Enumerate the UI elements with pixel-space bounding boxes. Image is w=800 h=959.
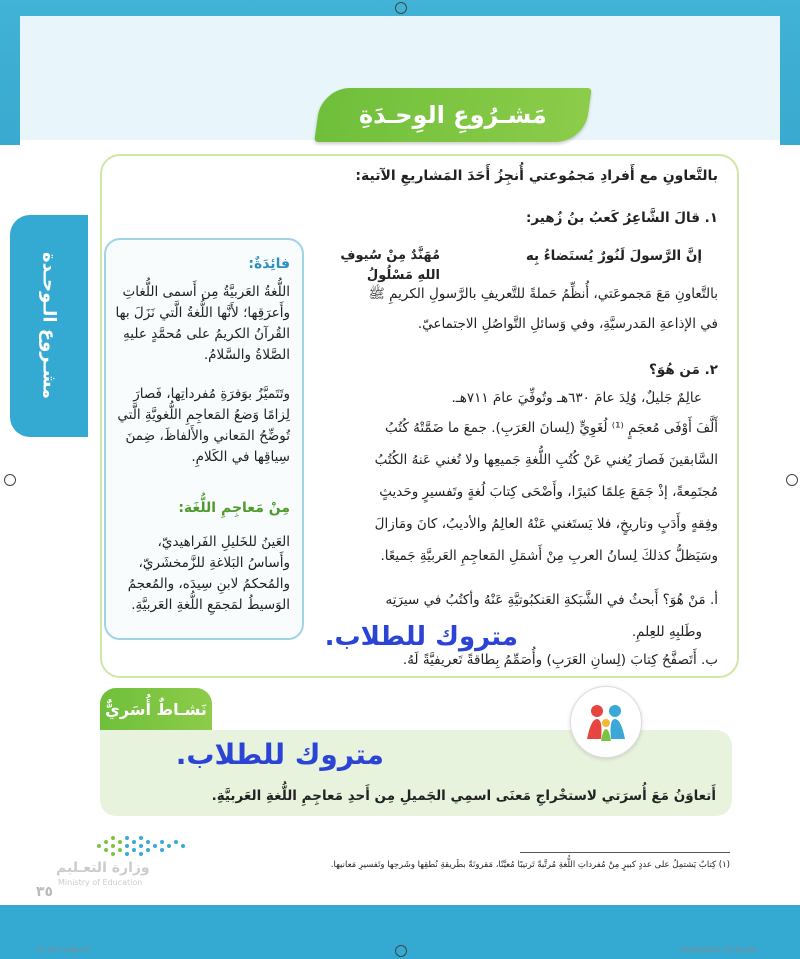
intro-text: بالتَّعاونِ مع أَفرادِ مَجمُوعتي أُنجِزُ أَحَدَ المَشاريعِ الآتية:: [355, 168, 718, 184]
crop-mark-icon: [395, 2, 407, 14]
item2-task-b: ب. أَتَصفَّحُ كِتابَ (لِسانِ العَرَبِ) وأُصَمِّمُ بِطاقةً تَعريفيَّةً لَهُ.: [402, 652, 718, 668]
item2-task-a: أ. مَنْ هُوَ؟ أَبحثُ في الشَّبَكةِ العَنكبُوتيَّةِ عَنْهُ وأكتُبُ في سيرَتِه: [385, 592, 718, 608]
item2-line: أَلَّفَ أَوْفَى مُعجَمٍ ⁽¹⁾ لُغَوِيٍّ (لِسانَ العَرَبِ). جمعَ ما ضَمَّتْهُ كُتُبُ: [385, 420, 718, 436]
tip-paragraph: وتَتَميَّزُ بوَفرَةِ مُفرداتِها، فَصارَ لِزامًا وَضعُ المَعاجِمِ اللُّغويَّةِ الَّتي تُوضِّحُ المَعاني والأَلفاظَ، ضِمنَ سِياقِها في الكَلامِ.: [117, 386, 290, 465]
family-icon: [570, 686, 642, 758]
verse-left: مُهَنَّدٌ مِنْ سُيوفِ اللهِ مَسْلُولُ: [340, 248, 440, 284]
item2-heading: ٢. مَن هُوَ؟: [649, 362, 718, 378]
ministry-logo: [36, 828, 166, 900]
verse-right: إنَّ الرَّسولَ لَنُورٌ يُستَضاءُ بِه: [525, 248, 702, 264]
item1-line1: بالتَّعاونِ مَعَ مَجموعَتي، أُنظِّمُ حَملةً للتَّعريفِ بالرَّسولِ الكريمِ ﷺ: [368, 286, 718, 302]
page-title: مَشـرُوعِ الوِحـدَةِ: [314, 88, 592, 142]
activity-text: أَتعاوَنُ مَعَ أُسرَتي لاستخْراجِ مَعنَى اسمِي الجَميلِ مِن أَحدِ مَعاجِمِ اللُّغةِ العَربيَّةِ.: [211, 788, 716, 804]
handwritten-answer: متروك للطلاب.: [324, 622, 518, 652]
dictionaries-paragraph: العَينُ للخَليلِ الفَراهيديّ، وأَساسُ البَلاغةِ للزَّمخشَريّ، والمُحكمُ لابنِ سِيدَه، والمُعجمُ الوَسيطُ لمَجمَعِ اللُّغةِ العَربيَّةِ.: [127, 534, 290, 613]
footnote: (١) كِتابٌ يَشتمِلُ على عددٍ كبيرٍ مِنْ مُفرداتِ اللُّغةِ مُرتَّبةً تَرتيبًا مُعيَّنًا، مَقرونَةً بطَريقةِ نُطقِها وشَرحِها وتَفسيرِ مَعانيها.: [330, 860, 730, 870]
tip-heading: فائِدَةٌ:: [248, 256, 290, 272]
side-tab: مشـروع الـوحـدة: [10, 215, 88, 437]
item2-line: وفِقهٍ وأَدَبٍ وتاريخٍ، فلا يَستَغني عَنْهُ العالِمُ والأديبُ، كانَ ومَازالَ: [374, 516, 718, 532]
slug-right: 29/03/2022 12:19 AM: [680, 946, 756, 954]
handwritten-answer: متروك للطلاب.: [175, 738, 384, 771]
item1-heading: ١. قالَ الشَّاعِرُ كَعبُ بنُ زُهير:: [525, 210, 718, 226]
item2-line: وسَيَظلُّ كذلكَ لِسانُ العربِ مِنْ أَشمَلِ المَعاجِمِ العَربيَّةِ جَميعًا.: [380, 548, 718, 564]
item2-line: مُجتَمِعةً، إذْ جَمَعَ عِلمًا كثيرًا، وأَضْحَى كِتابَ لُغةٍ وتَفسيرٍ وحَديثٍ: [379, 484, 718, 500]
item2-line: السَّابقينَ فَصارَ يُغني عَنْ كُتُبِ اللُّغةِ جَميعِها ولا تُغني عَنهُ الكُتُبُ: [374, 452, 718, 468]
tip-paragraph: اللُّغةُ العَربيَّةُ مِن أَسمى اللُّغاتِ وأَعرَقِها؛ لأَنَّها اللُّغةُ الَّتي نَزَلَ بها القُرآنُ الكريمُ على مُحمَّدٍ عليهِ الصَّلاةُ والسَّلامُ.: [115, 284, 290, 363]
slug-left: 12-107.indd 35: [36, 946, 90, 954]
crop-mark-icon: [395, 945, 407, 957]
crop-mark-icon: [4, 474, 16, 486]
item2-line: عالِمٌ جَليلٌ، وُلِدَ عامَ ٦٣٠هـ وتُوفِّيَ عامَ ٧١١هـ.: [451, 390, 702, 406]
item1-line2: في الإذاعةِ المَدرسيَّةِ، وفي وَسائلِ التَّواصُلِ الاجتماعيّ.: [417, 316, 718, 332]
logo-text-en: Ministry of Education: [58, 878, 143, 887]
logo-text-ar: وزارة التعـليم: [56, 860, 150, 876]
item2-task-a-cont: وطَلبِهِ للعِلمِ.: [631, 624, 702, 640]
footnote-rule: [520, 852, 730, 853]
activity-header: نَشـاطٌ أُسَريٌّ: [100, 688, 212, 730]
page-number: ٣٥: [36, 884, 54, 900]
dictionaries-heading: مِنْ مَعاجِمِ اللُّغَة:: [178, 500, 290, 516]
crop-mark-icon: [786, 474, 798, 486]
logo-dots-icon: [94, 832, 194, 858]
